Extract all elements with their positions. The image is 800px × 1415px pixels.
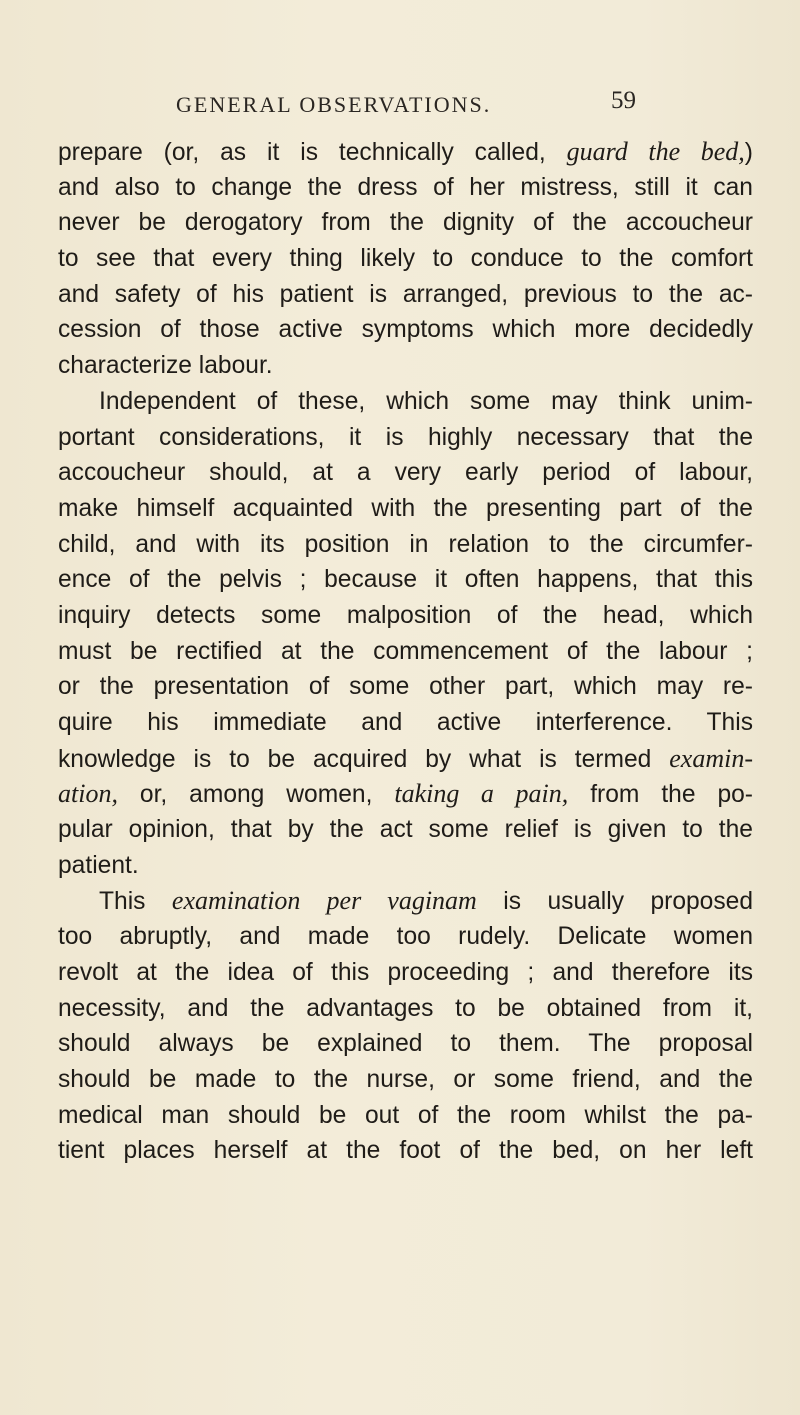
page-number: 59	[611, 87, 636, 114]
text-line	[58, 919, 753, 955]
text-run: and safety of his patient is arranged, previous to the ac-	[58, 280, 753, 308]
text-line	[58, 527, 753, 563]
italic-text: ation,	[58, 779, 118, 809]
text-line	[58, 384, 753, 420]
body-text	[58, 134, 753, 1169]
text-run: to see that every thing likely to conduce to the comfort	[58, 245, 753, 273]
text-line	[58, 491, 753, 527]
text-run: make himself acquainted with the presenting part of the	[58, 494, 753, 522]
text-line	[58, 277, 753, 313]
text-run: )	[744, 139, 753, 166]
text-run: from the po-	[568, 781, 753, 809]
text-run: should be made to the nurse, or some friend, and the	[58, 1065, 753, 1093]
text-run: knowledge is to be acquired by what is termed	[58, 745, 670, 773]
text-line	[58, 955, 753, 991]
text-run: accoucheur should, at a very early period of labour,	[58, 459, 753, 487]
text-line	[58, 205, 753, 241]
text-line	[58, 1098, 753, 1134]
text-run: portant considerations, it is highly necessary that the	[58, 423, 753, 451]
running-head: GENERAL OBSERVATIONS.	[176, 92, 492, 117]
text-line	[58, 669, 753, 705]
text-line	[58, 741, 753, 777]
text-line	[58, 883, 753, 919]
text-line	[58, 848, 753, 884]
text-line	[58, 598, 753, 634]
text-run: child, and with its position in relation to the circumfer-	[58, 530, 753, 558]
text-run: or the presentation of some other part, which may re-	[58, 673, 753, 701]
text-line	[58, 312, 753, 348]
text-line	[58, 812, 753, 848]
text-line	[58, 455, 753, 491]
text-line	[58, 991, 753, 1027]
italic-text: guard the bed,	[566, 137, 745, 166]
italic-text: examin-	[669, 743, 753, 773]
text-run: ence of the pelvis ; because it often happens, that this	[58, 566, 753, 594]
text-run: cession of those active symptoms which more decidedly	[58, 316, 753, 344]
text-line	[58, 241, 753, 277]
text-run: too abruptly, and made too rudely. Delicate women	[58, 923, 753, 951]
text-line	[58, 1062, 753, 1098]
text-line	[58, 562, 753, 598]
text-run: or, among women,	[117, 781, 395, 809]
text-run: medical man should be out of the room whilst the pa-	[58, 1101, 753, 1129]
text-line	[58, 776, 753, 812]
text-run: Independent of these, which some may think unim-	[99, 387, 753, 415]
text-run: quire his immediate and active interference. This	[58, 709, 753, 736]
text-line	[58, 705, 753, 741]
text-run: necessity, and the advantages to be obtained from it,	[58, 994, 753, 1022]
text-run: tient places herself at the foot of the bed, on her left	[58, 1137, 753, 1165]
text-line	[58, 170, 753, 206]
italic-text: examination per vaginam	[171, 886, 477, 916]
text-line	[58, 634, 753, 670]
text-run: never be derogatory from the dignity of the accoucheur	[58, 209, 753, 237]
text-line	[58, 420, 753, 456]
text-line	[58, 348, 753, 384]
text-run: should always be explained to them. The proposal	[58, 1030, 753, 1058]
text-run: pular opinion, that by the act some relief is given to the	[58, 816, 753, 844]
text-line	[58, 1133, 753, 1169]
text-run: inquiry detects some malposition of the head, which	[58, 601, 753, 629]
text-run: This	[99, 888, 172, 916]
italic-text: taking a pain,	[394, 779, 569, 809]
text-run: revolt at the idea of this proceeding ; and therefore its	[58, 958, 753, 986]
text-run: patient.	[58, 851, 139, 879]
text-run: characterize labour.	[58, 352, 273, 380]
text-line	[58, 134, 753, 170]
text-run: is usually proposed	[476, 888, 754, 916]
text-run: must be rectified at the commencement of the labour ;	[58, 637, 753, 665]
page-header	[176, 87, 636, 122]
text-line	[58, 1026, 753, 1062]
text-run: and also to change the dress of her mistress, still it can	[58, 173, 753, 201]
text-run: prepare (or, as it is technically called,	[58, 139, 567, 166]
